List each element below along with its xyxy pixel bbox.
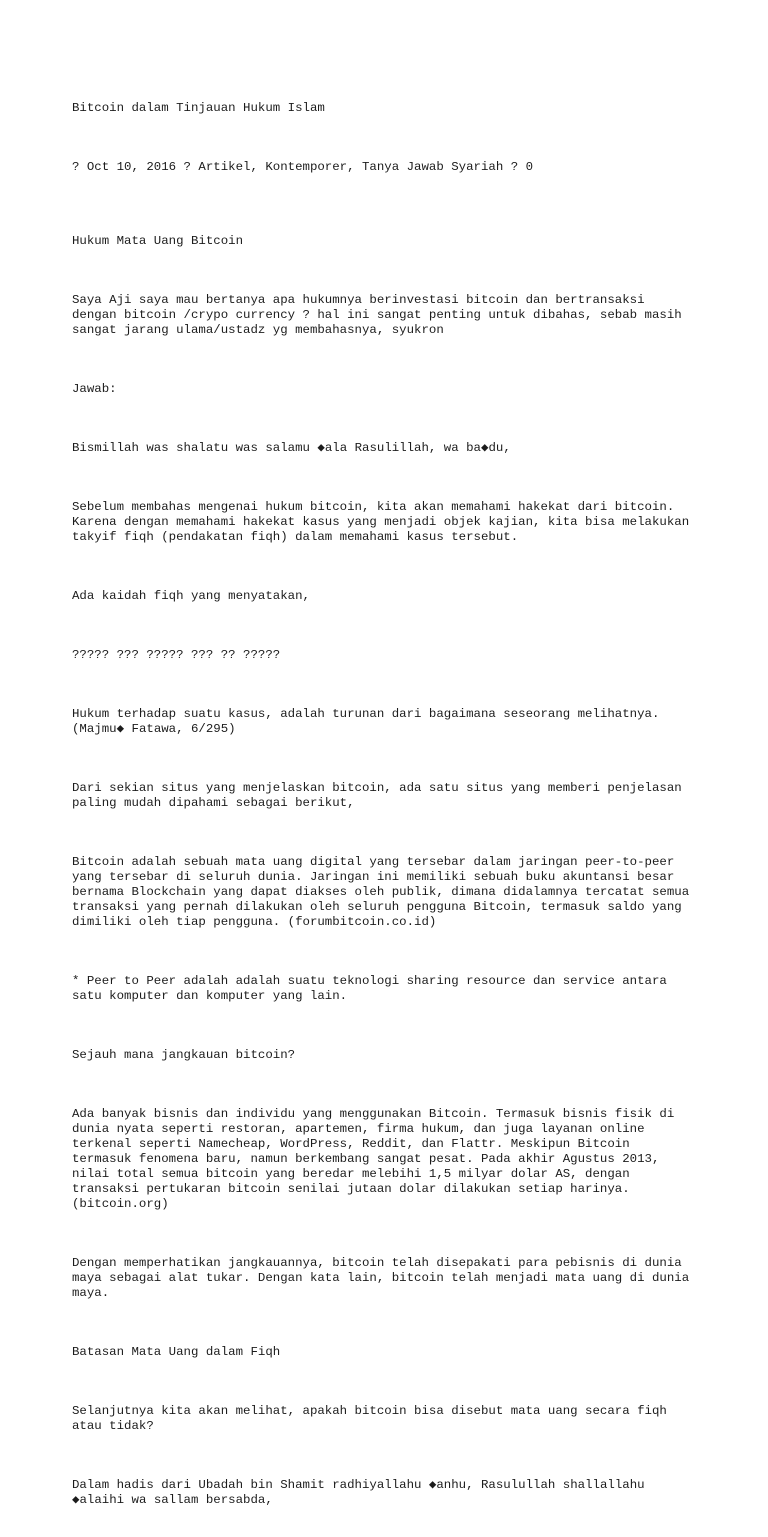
document-page — [72, 71, 712, 1537]
post-meta: ? Oct 10, 2016 ? Artikel, Kontemporer, Tanya Jawab Syariah ? 0 — [72, 160, 534, 174]
reach-answer: Ada banyak bisnis dan individu yang menggunakan Bitcoin. Termasuk bisnis fisik di dunia nyata seperti restoran, apartemen, firma hukum, dan juga layanan online terkenal seperti Namecheap, WordPress, Reddit, dan Flattr. Meskipun Bitcoin termasuk fenomena baru, namun berkembang sangat pesat. Pada akhir Agustus 2013, nilai total semua bitcoin yang beredar melebihi 1,5 milyar dolar AS, dengan transaksi pertukaran bitcoin senilai jutaan dolar dilakukan setiap harinya. (bitcoin.org) — [72, 1107, 675, 1211]
bitcoin-definition: Bitcoin adalah sebuah mata uang digital yang tersebar dalam jaringan peer-to-peer yang tersebar di seluruh dunia. Jaringan ini memiliki sebuah buku akuntansi besar bernama Blockchain yang dapat diakses oleh publik, dimana didalamnya tercatat semua transaksi yang pernah dilakukan oleh seluruh pengguna Bitcoin, termasuk saldo yang dimiliki oleh tiap pengguna. (forumbitcoin.co.id) — [72, 855, 690, 929]
section-heading-hukum: Hukum Mata Uang Bitcoin — [72, 234, 244, 248]
answer-label: Jawab: — [72, 382, 117, 396]
section-heading-batasan: Batasan Mata Uang dalam Fiqh — [72, 1345, 281, 1359]
sites-intro: Dari sekian situs yang menjelaskan bitcoin, ada satu situs yang memberi penjelasan paling mudah dipahami sebagai berikut, — [72, 781, 682, 810]
kaidah-intro: Ada kaidah fiqh yang menyatakan, — [72, 589, 310, 603]
intro-paragraph: Sebelum membahas mengenai hukum bitcoin, kita akan memahami hakekat dari bitcoin. Karena dengan memahami hakekat kasus yang menjadi objek kajian, kita bisa melakukan takyif fiqh (pendakatan fiqh) dalam memahami kasus tersebut. — [72, 500, 690, 544]
kaidah-meaning: Hukum terhadap suatu kasus, adalah turunan dari bagaimana seseorang melihatnya. (Majmu◆ Fatawa, 6/295) — [72, 707, 660, 736]
reach-conclusion: Dengan memperhatikan jangkauannya, bitcoin telah disepakati para pebisnis di dunia maya sebagai alat tukar. Dengan kata lain, bitcoin telah menjadi mata uang di dunia maya. — [72, 1256, 690, 1300]
next-question: Selanjutnya kita akan melihat, apakah bitcoin bisa disebut mata uang secara fiqh atau tidak? — [72, 1404, 667, 1433]
p2p-footnote: * Peer to Peer adalah adalah suatu teknologi sharing resource dan service antara satu komputer dan komputer yang lain. — [72, 974, 667, 1003]
document-title: Bitcoin dalam Tinjauan Hukum Islam — [72, 101, 325, 115]
opening-greeting: Bismillah was shalatu was salamu ◆ala Rasulillah, wa ba◆du, — [72, 441, 511, 455]
hadith-intro: Dalam hadis dari Ubadah bin Shamit radhiyallahu ◆anhu, Rasulullah shallallahu ◆alaihi wa sallam bersabda, — [72, 1478, 645, 1507]
kaidah-arabic-text: ????? ??? ????? ??? ?? ????? — [72, 648, 281, 662]
reader-question: Saya Aji saya mau bertanya apa hukumnya berinvestasi bitcoin dan bertransaksi dengan bitcoin /crypo currency ? hal ini sangat penting untuk dibahas, sebab masih sangat jarang ulama/ustadz yg membahasnya, syukron — [72, 293, 682, 337]
reach-question: Sejauh mana jangkauan bitcoin? — [72, 1048, 296, 1062]
